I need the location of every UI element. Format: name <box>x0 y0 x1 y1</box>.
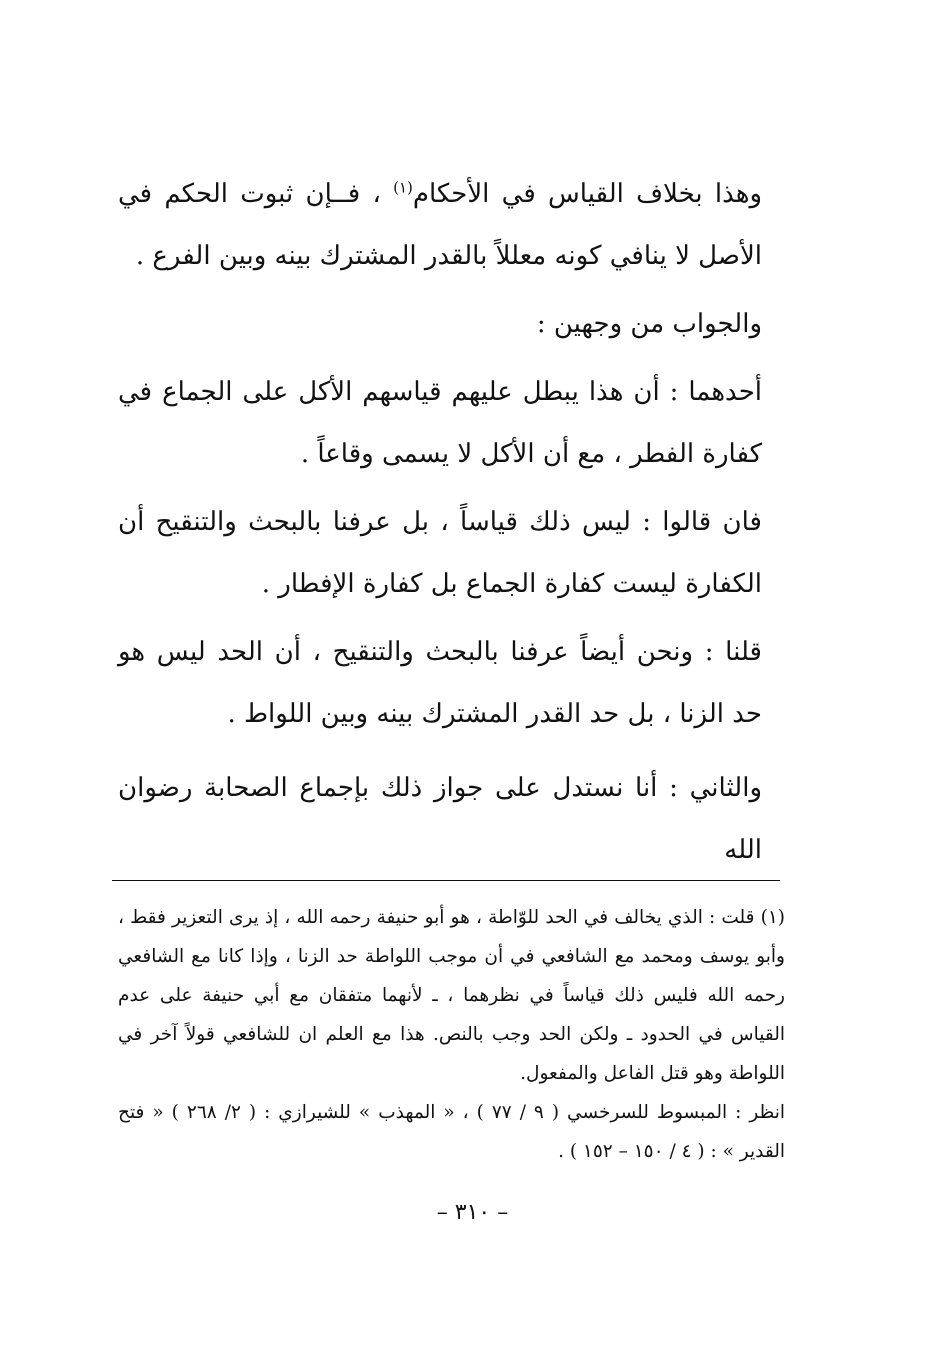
footnote-1: (١) قلت : الذي يخالف في الحد للوّاطة ، هو أبو حنيفة رحمه الله ، إذ يرى التعزير فقط ، وأبو يوسف ومحمد مع الشافعي في أن موجب اللواطة حد الزنا ، وإذا كانا مع الشافعي رحمه الله فليس ذلك قياساً في نظرهما ، ـ لأنهما متفقان مع أبي حنيفة على عدم القياس في الحدود ـ ولكن الحد وجب بالنص. هذا مع العلم ان للشافعي قولاً آخر في اللواطة وهو قتل الفاعل والمفعول. <box>118 907 785 1084</box>
footnote-separator <box>112 880 780 881</box>
paragraph-first-aspect: أحدهما : أن هذا يبطل عليهم قياسهم الأكل على الجماع في كفارة الفطر ، مع أن الأكل لا يسمى وقاعاً . <box>118 377 762 469</box>
footnote-reference: (١) <box>393 178 413 197</box>
paragraph-answer-intro: والجواب من وجهين : <box>536 309 762 339</box>
footnote-references: انظر : المبسوط للسرخسي ( ٩ / ٧٧ ) ، « المهذب » للشيرازي : ( ٢/ ٢٦٨ ) « فتح القدير » : ( ٤ / ١٥٠ – ١٥٢ ) . <box>118 1102 785 1162</box>
paragraph-objection: فان قالوا : ليس ذلك قياساً ، بل عرفنا بالبحث والتنقيح أن الكفارة ليست كفارة الجماع بل كفارة الإفطار . <box>118 507 762 599</box>
paragraph-reply: قلنا : ونحن أيضاً عرفنا بالبحث والتنقيح ، أن الحد ليس هو حد الزنا ، بل حد القدر المشترك بينه وبين اللواط . <box>118 637 762 729</box>
page-number: – ٣١٠ – <box>436 1200 509 1225</box>
main-text-block <box>118 163 762 881</box>
paragraph-text: وهذا بخلاف القياس في الأحكام <box>412 179 762 209</box>
paragraph-text-continued: ، فــإن ثبوت الحكم في الأصل لا ينافي كونه معللاً بالقدر المشترك بينه وبين الفرع . <box>118 179 762 271</box>
paragraph-analogy <box>118 163 762 287</box>
paragraph-second-aspect: والثاني : أنا نستدل على جواز ذلك بإجماع الصحابة رضوان الله <box>118 773 762 865</box>
footnotes-block <box>118 898 785 1171</box>
